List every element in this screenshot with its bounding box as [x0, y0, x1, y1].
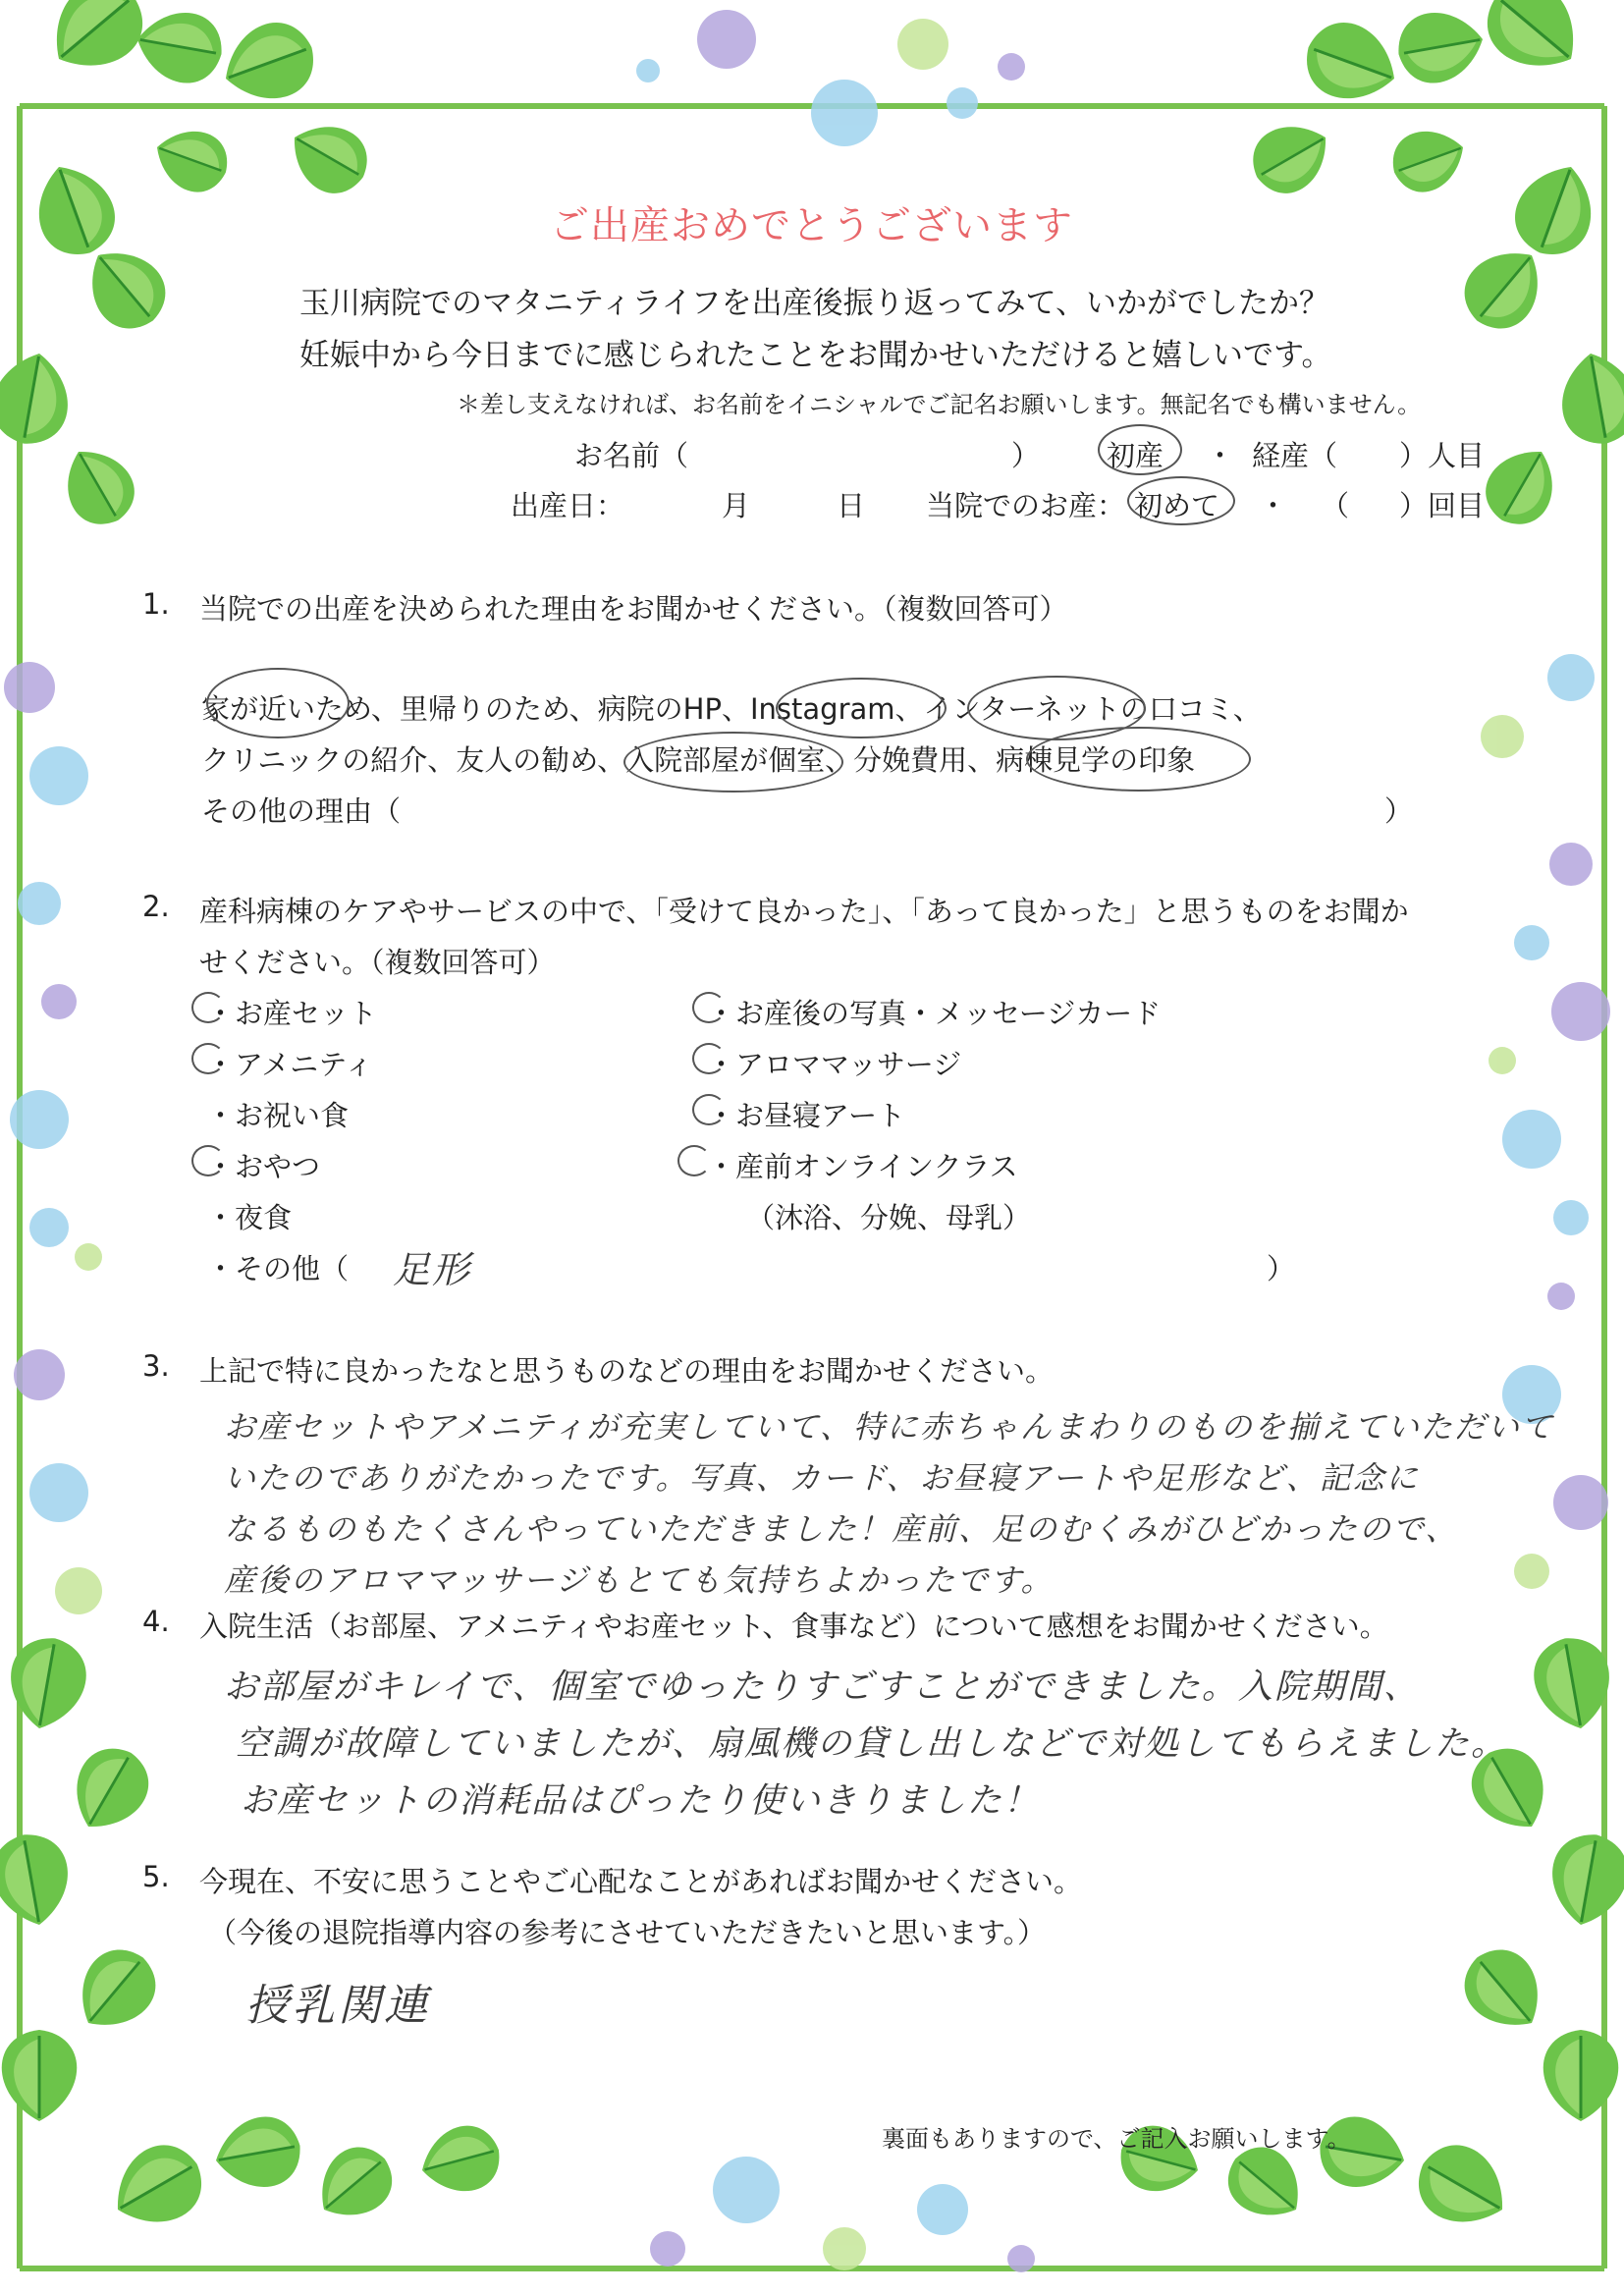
selection-circle: [1098, 424, 1182, 475]
q2-question-line-2: せください。（複数回答可）: [199, 946, 556, 979]
q2-other-close: ）: [1267, 1252, 1296, 1285]
q3-answer-line-1: お産セットやアメニティが充実していて、特に赤ちゃんまわりのものを揃えていただいて: [224, 1408, 1554, 1446]
name-close: ）: [1011, 439, 1041, 472]
check-mark: [191, 1043, 225, 1074]
q5-question-note: （今後の退院指導内容の参考にさせていただきたいと思います。）: [208, 1916, 1047, 1949]
q1-options-line-2: クリニックの紹介、友人の勧め、入院部屋が個室、分娩費用、病棟見学の印象: [201, 743, 1196, 777]
selection-circle: [206, 668, 350, 738]
q4-answer-line-2: 空調が故障していましたが、扇風機の貸し出しなどで対処してもらえました。: [236, 1724, 1508, 1764]
intro-line-2: 妊娠中から今日までに感じられたことをお聞かせいただけると嬉しいです。: [299, 338, 1332, 373]
intro-line-1: 玉川病院でのマタニティライフを出産後振り返ってみて、いかがでしたか？: [299, 286, 1330, 321]
check-mark: [692, 1043, 726, 1074]
first-time-option: 初めて: [1134, 489, 1220, 522]
q2-option-photo-card: ・お産後の写真・メッセージカード: [707, 997, 1162, 1030]
q3-question: 上記で特に良かったなと思うものなどの理由をお聞かせください。: [199, 1354, 1055, 1388]
q1-options-line-1: 家が近いため、里帰りのため、病院のHP、Instagram、インターネットの口コミ、: [201, 692, 1262, 726]
hospital-birth-label: 当院でのお産：: [926, 489, 1126, 522]
q2-option-night-meal: ・夜食: [206, 1201, 293, 1234]
check-mark: [677, 1145, 711, 1176]
times-suffix: ）回目: [1399, 489, 1486, 522]
q2-question-line-1: 産科病棟のケアやサービスの中で、「受けて良かった」、「あって良かった」と思うものをお聞か: [199, 895, 1409, 928]
q2-other-answer: 足形: [393, 1248, 472, 1291]
birth-date-label: 出産日：: [511, 489, 625, 522]
q5-number: 5.: [142, 1860, 170, 1893]
day-label: 日: [837, 489, 866, 522]
q4-question: 入院生活（お部屋、アメニティやお産セット、食事など）について感想をお聞かせください。: [199, 1610, 1388, 1643]
q2-option-nap-art: ・お昼寝アート: [707, 1099, 906, 1132]
q1-other-close: ）: [1384, 794, 1414, 828]
month-label: 月: [722, 489, 751, 522]
q2-option-snack: ・おやつ: [206, 1150, 321, 1183]
first-birth-option: 初産: [1107, 439, 1164, 472]
name-dot: ・: [1206, 439, 1235, 472]
selection-circle: [776, 678, 947, 738]
check-mark: [692, 1094, 726, 1125]
leaf-cluster-top-left: [0, 0, 379, 536]
q2-option-celebration-meal: ・お祝い食: [206, 1099, 350, 1132]
page-title: ご出産おめでとうございます: [550, 203, 1073, 248]
q2-option-online-class: ・産前オンラインクラス: [707, 1150, 1018, 1183]
initials-note: ＊差し支えなければ、お名前をイニシャルでご記名お願いします。無記名でも構いません。: [457, 391, 1422, 418]
check-mark: [191, 992, 225, 1023]
q1-number: 1.: [142, 587, 170, 621]
selection-circle: [1026, 727, 1251, 792]
q1-other-label: その他の理由（: [201, 794, 402, 828]
q1-question: 当院での出産を決められた理由をお聞かせください。（複数回答可）: [199, 592, 1068, 626]
q2-option-aroma-massage: ・アロママッサージ: [707, 1048, 962, 1081]
q2-number: 2.: [142, 890, 170, 923]
check-mark: [191, 1145, 225, 1176]
q4-number: 4.: [142, 1605, 170, 1638]
name-label: お名前（: [574, 439, 689, 472]
q3-answer-line-3: なるものもたくさんやっていただきました！産前、足のむくみがひどかったので、: [224, 1510, 1459, 1548]
times-open: （: [1321, 489, 1350, 522]
q3-answer-line-2: いたのでありがたかったです。写真、カード、お昼寝アートや足形など、記念に: [224, 1459, 1420, 1497]
q2-online-class-topics: （沐浴、分娩、母乳）: [746, 1201, 1032, 1234]
q3-number: 3.: [142, 1349, 170, 1383]
q2-option-amenity: ・アメニティ: [206, 1048, 373, 1081]
q5-question: 今現在、不安に思うことやご心配なことがあればお聞かせください。: [199, 1865, 1083, 1898]
nth-suffix: ）人目: [1399, 439, 1486, 472]
date-dot: ・: [1259, 489, 1288, 522]
q3-answer-line-4: 産後のアロママッサージもとても気持ちよかったです。: [224, 1561, 1055, 1599]
q4-answer-line-3: お産セットの消耗品はぴったり使いきりました！: [241, 1781, 1041, 1821]
q4-answer-line-1: お部屋がキレイで、個室でゆったりすごすことができました。入院期間、: [224, 1667, 1420, 1707]
q2-option-birth-set: ・お産セット: [206, 997, 378, 1030]
q2-option-other: ・その他（: [206, 1252, 350, 1285]
q5-answer: 授乳関連: [245, 1981, 430, 2031]
check-mark: [692, 992, 726, 1023]
selection-circle: [623, 732, 843, 792]
experienced-option: 経産（: [1252, 439, 1338, 472]
selection-circle: [1127, 476, 1235, 525]
footer-note: 裏面もありますので、ご記入お願いします。: [882, 2125, 1351, 2153]
